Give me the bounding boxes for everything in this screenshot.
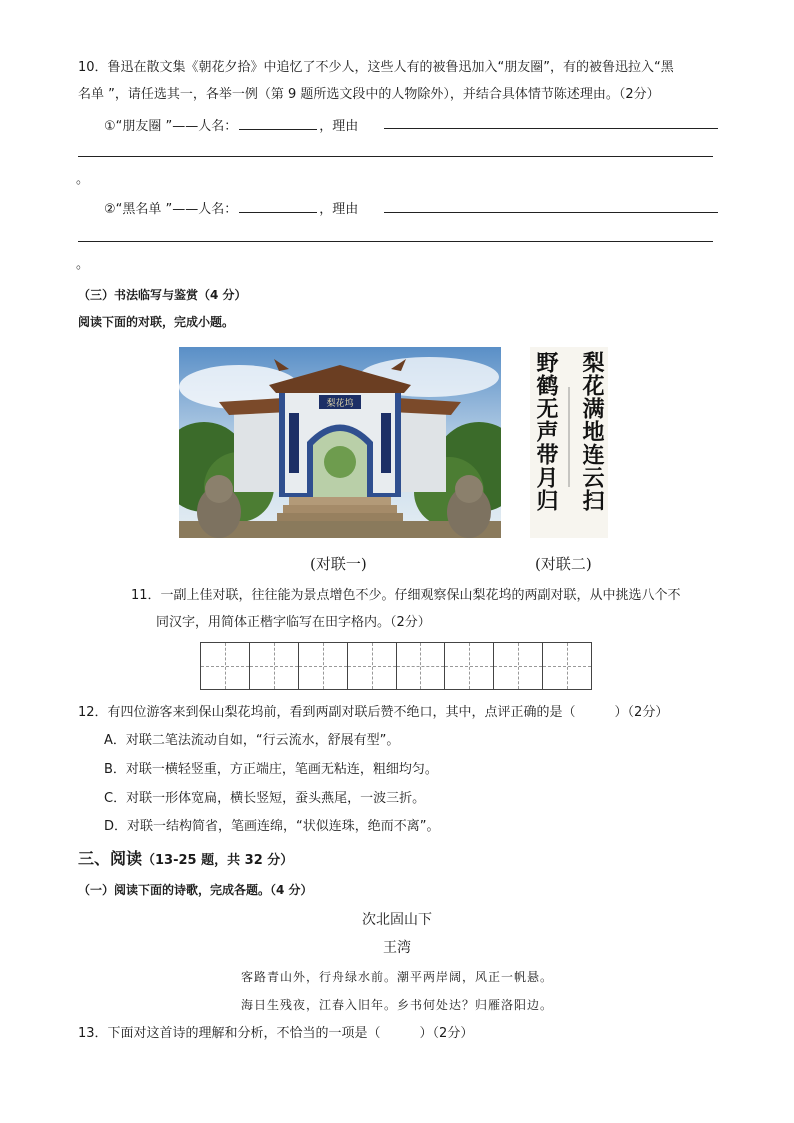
reason-line-1a[interactable]	[384, 128, 718, 129]
q12-stem: 12．有四位游客来到保山梨花坞前，看到两副对联后赞不绝口，其中，点评正确的是（ ）（2分）	[78, 705, 669, 720]
poem-author: 王湾	[383, 940, 411, 956]
q11-line1: 11．一副上佳对联，往往能为景点增色不少。仔细观察保山梨花坞的两副对联，从中挑选八个不	[131, 588, 681, 603]
grid-cell[interactable]	[543, 643, 591, 689]
couplet2-right-text: 梨花满地连云扫	[579, 351, 605, 512]
q12-option-c[interactable]: C．对联一形体宽扁，横长竖短，蚕头燕尾，一波三折。	[104, 791, 426, 806]
calligraphy-scroll	[530, 347, 608, 538]
end-mark-1: 。	[76, 172, 90, 187]
q13-stem: 13．下面对这首诗的理解和分析，不恰当的一项是（ ）（2分）	[78, 1026, 474, 1041]
q11-line2: 同汉字，用简体正楷字临写在田字格内。（2分）	[156, 615, 431, 630]
gate-illustration	[179, 347, 501, 538]
q12-option-b[interactable]: B．对联一横轻竖重，方正端庄，笔画无粘连，粗细均匀。	[104, 762, 438, 777]
q12-option-a[interactable]: A．对联二笔法流动自如，“行云流水，舒展有型”。	[104, 733, 400, 748]
caption-couplet1: (对联一)	[310, 555, 367, 573]
section3-title: 三、阅读	[78, 849, 143, 868]
grid-cell[interactable]	[201, 643, 250, 689]
reason-label-1: ，理由	[319, 119, 359, 134]
section3-note: （13-25 题，共 32 分）	[142, 853, 294, 868]
grid-cell[interactable]	[299, 643, 348, 689]
calligraphy-heading: （三）书法临写与鉴赏（4 分）	[78, 288, 247, 302]
poem-title: 次北固山下	[362, 912, 432, 928]
couplet2-left-text: 野鹤无声带月归	[533, 351, 559, 512]
grid-cell[interactable]	[397, 643, 446, 689]
caption-couplet2: (对联二)	[535, 555, 592, 573]
poem-line-2: 海日生残夜，江春入旧年。乡书何处达？归雁洛阳边。	[240, 998, 553, 1012]
couplet2-calligraphy	[530, 347, 608, 538]
couplet1-photo	[179, 347, 501, 538]
reason-line-1b[interactable]	[78, 156, 713, 157]
grid-cell[interactable]	[250, 643, 299, 689]
q10-item2	[104, 198, 358, 220]
poem-line-1: 客路青山外，行舟绿水前。潮平两岸阔，风正一帆悬。	[240, 970, 553, 984]
tianzige-grid	[200, 642, 592, 690]
grid-cell[interactable]	[348, 643, 397, 689]
reason-line-2b[interactable]	[78, 241, 713, 242]
section3-heading	[78, 846, 293, 869]
grid-cell[interactable]	[494, 643, 543, 689]
reason-line-2a[interactable]	[384, 212, 718, 213]
name-blank-2[interactable]	[239, 198, 317, 213]
q10-line1: 10．鲁迅在散文集《朝花夕拾》中追忆了不少人，这些人有的被鲁迅加入“朋友圈”，有的被鲁迅拉入“黑	[78, 60, 674, 75]
q10-item1-label: ①“朋友圈 ”——人名：	[104, 119, 238, 134]
q10-line2: 名单 ”，请任选其一，各举一例（第 9 题所选文段中的人物除外），并结合具体情节陈述理由。（2分）	[78, 87, 660, 102]
q10-item2-label: ②“黑名单 ”——人名：	[104, 202, 238, 217]
grid-cell[interactable]	[445, 643, 494, 689]
end-mark-2: 。	[76, 257, 90, 272]
q12-option-d[interactable]: D．对联一结构简省，笔画连绵，“状似连珠，绝而不离”。	[104, 819, 440, 834]
q10-item1	[104, 115, 358, 137]
poem-instruction: （一）阅读下面的诗歌，完成各题。（4 分）	[78, 883, 313, 897]
couplet-instruction: 阅读下面的对联，完成小题。	[78, 315, 235, 329]
name-blank-1[interactable]	[239, 115, 317, 130]
gate-plaque-text: 梨花坞	[326, 399, 354, 409]
reason-label-2: ，理由	[319, 202, 359, 217]
